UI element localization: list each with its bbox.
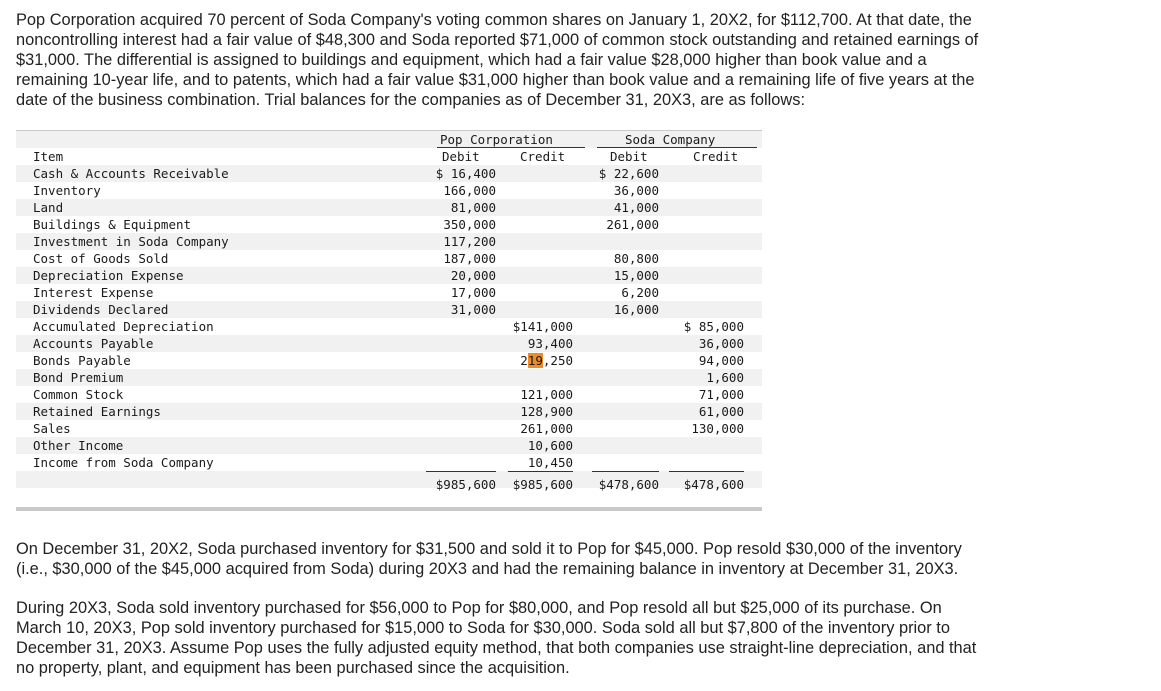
- table-cell-pop-debit: 350,000: [443, 217, 496, 232]
- table-footer-bar: [16, 507, 762, 511]
- table-row-item-label: Investment in Soda Company: [33, 234, 229, 249]
- table-cell-soda-credit: 1,600: [706, 370, 744, 385]
- table-cell-pop-credit: 93,400: [527, 336, 573, 351]
- table-row-item-label: Other Income: [33, 438, 124, 453]
- intercompany-2x3-paragraph-line: no property, plant, and equipment has been purchased since the acquisition.: [16, 659, 570, 677]
- table-row-item-label: Sales: [33, 421, 71, 436]
- table-cell-pop-debit: 117,200: [443, 234, 496, 249]
- intro-paragraph-line: $31,000. The differential is assigned to buildings and equipment, which had a fair value $28,000 higher than book value and a: [16, 51, 927, 69]
- intercompany-2x2-paragraph: [16, 539, 962, 579]
- column-header-item: Item: [33, 149, 64, 164]
- total-pop-debit: $985,600: [435, 477, 496, 492]
- table-row-item-label: Cost of Goods Sold: [33, 251, 169, 266]
- table-cell-pop-credit: 261,000: [520, 421, 573, 436]
- total-rule-pop-credit: [508, 471, 573, 472]
- column-header-soda-credit: Credit: [693, 149, 739, 164]
- table-cell-pop-debit: 187,000: [443, 251, 496, 266]
- table-cell-soda-debit: 41,000: [613, 200, 659, 215]
- intercompany-2x2-paragraph-line: (i.e., $30,000 of the $45,000 acquired from Soda) during 20X3 and had the remaining balance in inventory at December 31, 20X3.: [16, 560, 959, 578]
- intro-paragraph-line: remaining 10-year life, and to patents, which had a fair value $31,000 higher than book value and a remaining life of five years at the: [16, 71, 975, 89]
- intercompany-2x2-paragraph-line: On December 31, 20X2, Soda purchased inventory for $31,500 and sold it to Pop for $45,000. Pop resold $30,000 of the inventory: [16, 540, 962, 558]
- total-rule-pop-debit: [426, 471, 496, 472]
- row-band: [16, 148, 762, 165]
- intercompany-2x3-paragraph-line: During 20X3, Soda sold inventory purchased for $56,000 to Pop for $80,000, and Pop resold all but $25,000 of its purchase. On: [16, 599, 942, 617]
- table-row-item-label: Income from Soda Company: [33, 455, 214, 470]
- total-rule-soda-credit: [669, 471, 744, 472]
- table-row-item-label: Retained Earnings: [33, 404, 161, 419]
- table-row-item-label: Bond Premium: [33, 370, 124, 385]
- total-pop-credit: $985,600: [512, 477, 573, 492]
- intercompany-2x3-paragraph: [16, 598, 976, 678]
- table-cell-soda-credit: 61,000: [698, 404, 744, 419]
- intro-paragraph-line: date of the business combination. Trial balances for the companies as of December 31, 20X3, are as follows:: [16, 91, 806, 109]
- table-cell-soda-credit: 36,000: [698, 336, 744, 351]
- table-row-item-label: Common Stock: [33, 387, 124, 402]
- group-header-soda: Soda Company: [625, 132, 716, 147]
- table-cell-soda-debit: $ 22,600: [598, 166, 659, 181]
- table-cell-soda-credit: 71,000: [698, 387, 744, 402]
- column-header-soda-debit: Debit: [610, 149, 648, 164]
- table-cell-soda-debit: 16,000: [613, 302, 659, 317]
- column-header-pop-credit: Credit: [520, 149, 566, 164]
- trial-balance-table: [16, 130, 762, 511]
- table-cell-pop-credit: 219,250: [520, 353, 573, 368]
- table-row-item-label: Depreciation Expense: [33, 268, 184, 283]
- table-cell-soda-credit: $ 85,000: [683, 319, 744, 334]
- intro-paragraph: [16, 10, 978, 110]
- table-row-item-label: Dividends Declared: [33, 302, 169, 317]
- table-cell-pop-debit: 20,000: [450, 268, 496, 283]
- intro-paragraph-line: noncontrolling interest had a fair value of $48,300 and Soda reported $71,000 of common stock outstanding and retained earnings of: [16, 31, 979, 49]
- total-rule-soda-debit: [592, 471, 659, 472]
- table-cell-soda-debit: 261,000: [606, 217, 659, 232]
- table-cell-pop-debit: 81,000: [450, 200, 496, 215]
- table-cell-pop-credit: 10,600: [527, 438, 573, 453]
- table-cell-soda-debit: 36,000: [613, 183, 659, 198]
- intercompany-2x3-paragraph-line: December 31, 20X3. Assume Pop uses the fully adjusted equity method, that both companies use straight-line depreciation, and that: [16, 639, 977, 657]
- highlighted-digits: 19: [527, 353, 543, 368]
- table-row-item-label: Land: [33, 200, 64, 215]
- table-row-item-label: Interest Expense: [33, 285, 154, 300]
- intercompany-2x3-paragraph-line: March 10, 20X3, Pop sold inventory purchased for $15,000 to Soda for $30,000. Soda sold all but $7,800 of the inventory prior to: [16, 619, 950, 637]
- table-cell-soda-credit: 130,000: [691, 421, 744, 436]
- group-header-pop: Pop Corporation: [440, 132, 553, 147]
- table-cell-pop-credit: 128,900: [520, 404, 573, 419]
- table-row-item-label: Accounts Payable: [33, 336, 154, 351]
- intro-paragraph-line: Pop Corporation acquired 70 percent of Soda Company's voting common shares on January 1, 20X2, for $112,700. At that date, the: [16, 11, 972, 29]
- table-cell-soda-debit: 15,000: [613, 268, 659, 283]
- table-cell-pop-debit: 31,000: [450, 302, 496, 317]
- table-cell-pop-credit: 10,450: [527, 455, 573, 470]
- table-cell-soda-debit: 80,800: [613, 251, 659, 266]
- total-soda-debit: $478,600: [598, 477, 659, 492]
- table-cell-pop-debit: 166,000: [443, 183, 496, 198]
- table-row-item-label: Cash & Accounts Receivable: [33, 166, 229, 181]
- table-cell-soda-debit: 6,200: [621, 285, 659, 300]
- table-cell-pop-credit: 121,000: [520, 387, 573, 402]
- table-row-item-label: Accumulated Depreciation: [33, 319, 214, 334]
- table-cell-pop-debit: $ 16,400: [435, 166, 496, 181]
- column-header-pop-debit: Debit: [442, 149, 480, 164]
- total-soda-credit: $478,600: [683, 477, 744, 492]
- table-cell-pop-debit: 17,000: [450, 285, 496, 300]
- table-row-item-label: Bonds Payable: [33, 353, 131, 368]
- table-cell-pop-credit: $141,000: [512, 319, 573, 334]
- table-cell-soda-credit: 94,000: [698, 353, 744, 368]
- table-row-item-label: Buildings & Equipment: [33, 217, 192, 232]
- table-row-item-label: Inventory: [33, 183, 101, 198]
